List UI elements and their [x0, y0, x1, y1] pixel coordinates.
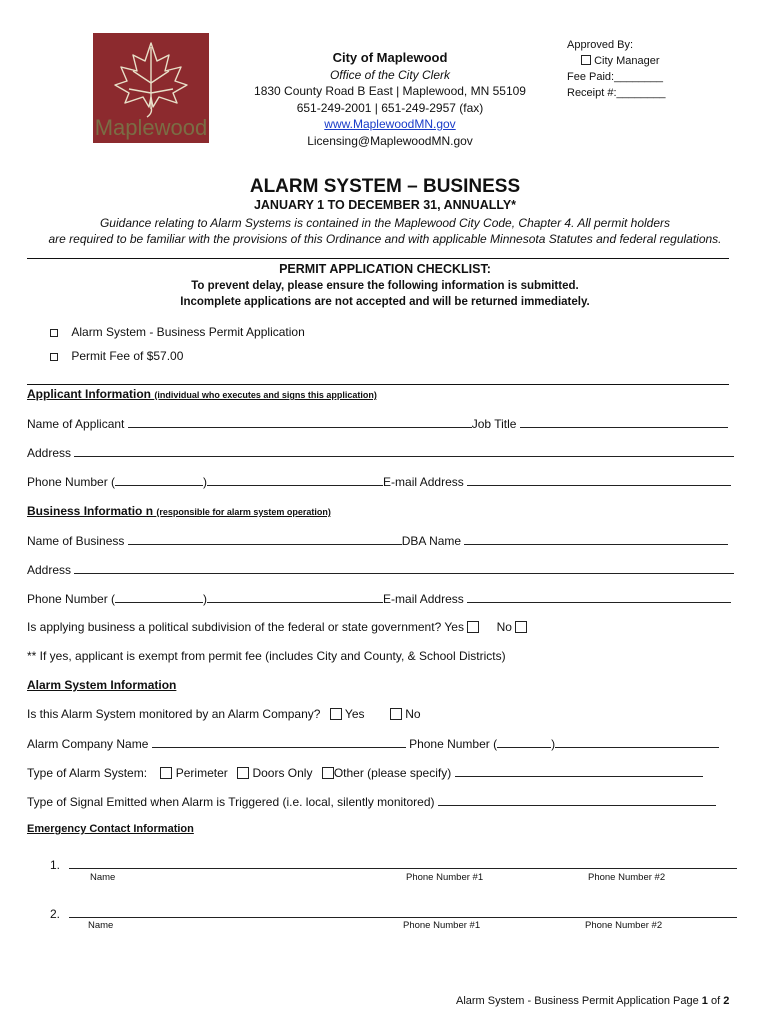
guidance-text: [20, 215, 750, 247]
alarm-section-heading: Alarm System Information: [27, 678, 177, 692]
alarm-company-field[interactable]: [152, 736, 406, 748]
business-email-label: E-mail Address: [383, 592, 464, 606]
logo-wordmark: Maplewood: [94, 115, 208, 140]
monitored-row: [27, 707, 421, 721]
footer-total: 2: [723, 995, 730, 1007]
monitored-yes-checkbox[interactable]: [330, 708, 342, 720]
doors-only-label: Doors Only: [252, 766, 313, 780]
perimeter-label: Perimeter: [175, 766, 228, 780]
exempt-note: ** If yes, applicant is exempt from permit fee (includes City and County, & School Districts): [27, 649, 506, 663]
guidance-line-1: Guidance relating to Alarm Systems is contained in the Maplewood City Code, Chapter 4. All permit holders: [99, 216, 671, 230]
business-phone-field[interactable]: [207, 591, 383, 603]
political-no-label: No: [496, 620, 512, 634]
office-header: [240, 50, 540, 149]
signal-type-question: Type of Signal Emitted when Alarm is Triggered (i.e. local, silently monitored): [27, 795, 435, 809]
business-email-field[interactable]: [467, 591, 731, 603]
business-section-heading: [27, 504, 331, 518]
perimeter-checkbox[interactable]: [160, 767, 172, 779]
applicant-name-field[interactable]: [128, 416, 472, 428]
website-link[interactable]: www.MaplewoodMN.gov: [324, 117, 456, 131]
business-area-code-field[interactable]: [115, 591, 203, 603]
guidance-line-2: are required to be familiar with the provisions of this Ordinance and with applicable Minnesota Statutes and federal regulations.: [48, 232, 722, 246]
footer-text: Alarm System - Business Permit Application Page: [456, 995, 702, 1007]
emergency-row-number: 2.: [50, 907, 61, 921]
political-no-checkbox[interactable]: [515, 621, 527, 633]
business-heading-note: (responsible for alarm system operation): [156, 507, 331, 517]
monitored-no-label: No: [405, 707, 421, 721]
office-email: Licensing@MaplewoodMN.gov: [307, 133, 473, 148]
emergency-row-2: [50, 906, 737, 921]
dba-label: DBA Name: [401, 534, 462, 548]
signal-type-field[interactable]: [438, 794, 716, 806]
checklist-item-label: Alarm System - Business Permit Application: [71, 325, 305, 339]
emergency-contact-2-field[interactable]: [69, 906, 737, 918]
business-name-field[interactable]: [128, 533, 402, 545]
checklist-item: [50, 325, 305, 339]
business-name-row: [27, 533, 728, 548]
applicant-email-field[interactable]: [467, 474, 731, 486]
monitored-no-checkbox[interactable]: [390, 708, 402, 720]
applicant-email-label: E-mail Address: [383, 475, 464, 489]
applicant-phone-field[interactable]: [207, 474, 383, 486]
job-title-label: Job Title: [471, 417, 517, 431]
dba-field[interactable]: [464, 533, 728, 545]
applicant-phone-label: Phone Number (: [27, 475, 116, 489]
city-manager-checkbox[interactable]: [581, 55, 591, 65]
page-subtitle: JANUARY 1 TO DECEMBER 31, ANNUALLY*: [253, 198, 517, 212]
divider: [27, 258, 729, 259]
checklist-item-label: Permit Fee of $57.00: [71, 349, 184, 363]
applicant-area-code-field[interactable]: [115, 474, 203, 486]
fee-paid-field[interactable]: Fee Paid:________: [567, 71, 664, 83]
receipt-field[interactable]: Receipt #:________: [567, 87, 666, 99]
emergency-2-phone1-caption: Phone Number #1: [403, 920, 481, 931]
emergency-2-phone2-caption: Phone Number #2: [585, 920, 663, 931]
applicant-heading-text: Applicant Information: [27, 387, 151, 401]
emergency-1-phone2-caption: Phone Number #2: [588, 872, 666, 883]
checklist-item: [50, 349, 183, 363]
political-yes-checkbox[interactable]: [467, 621, 479, 633]
footer-of: of: [707, 995, 724, 1007]
business-address-row: [27, 562, 734, 577]
monitored-yes-label: Yes: [344, 707, 365, 721]
city-name: City of Maplewood: [332, 50, 448, 65]
signal-type-row: [27, 794, 716, 809]
applicant-name-label: Name of Applicant: [27, 417, 125, 431]
applicant-section-heading: [27, 387, 377, 401]
checklist-line-2: Incomplete applications are not accepted and will be returned immediately.: [180, 296, 590, 308]
other-type-field[interactable]: [455, 765, 703, 777]
checklist-checkbox[interactable]: [50, 353, 58, 361]
emergency-1-name-caption: Name: [90, 872, 116, 883]
checklist-line-1: To prevent delay, please ensure the following information is submitted.: [191, 280, 579, 292]
alarm-company-label: Alarm Company Name: [27, 737, 149, 751]
applicant-contact-row: Phone Number ( ) E-mail Address: [27, 474, 731, 489]
business-name-label: Name of Business: [27, 534, 125, 548]
emergency-contact-1-field[interactable]: [69, 857, 737, 869]
business-address-field[interactable]: [74, 562, 734, 574]
alarm-company-row: Alarm Company Name Phone Number ( ): [27, 736, 719, 751]
political-subdivision-row: [27, 620, 527, 634]
footer-page: 1: [701, 995, 708, 1007]
business-heading-text: Business Informatio n: [27, 504, 154, 518]
checklist-heading: PERMIT APPLICATION CHECKLIST:: [279, 262, 491, 276]
emergency-section-heading: Emergency Contact Information: [27, 823, 194, 835]
alarm-company-phone-field[interactable]: [555, 736, 719, 748]
applicant-heading-note: (individual who executes and signs this application): [154, 390, 377, 400]
monitored-question: Is this Alarm System monitored by an Alarm Company?: [27, 707, 321, 721]
approval-block: [567, 37, 665, 101]
checklist-checkbox[interactable]: [50, 329, 58, 337]
emergency-row-number: 1.: [50, 858, 61, 872]
office-address: 1830 County Road B East | Maplewood, MN 55109: [254, 84, 526, 98]
business-phone-label: Phone Number (: [27, 592, 116, 606]
applicant-address-row: [27, 445, 734, 460]
emergency-row-1: [50, 857, 737, 872]
alarm-type-row: [27, 765, 703, 780]
office-phones: 651-249-2001 | 651-249-2957 (fax): [296, 100, 484, 115]
alarm-company-phone-label: Phone Number (: [409, 737, 498, 751]
applicant-address-label: Address: [27, 446, 72, 460]
applicant-name-row: [27, 416, 728, 431]
political-yes-label: Yes: [444, 620, 464, 634]
applicant-address-field[interactable]: [74, 445, 734, 457]
doors-only-checkbox[interactable]: [237, 767, 249, 779]
alarm-type-label: Type of Alarm System:: [27, 766, 148, 780]
city-manager-label: City Manager: [594, 55, 660, 67]
other-type-checkbox[interactable]: [322, 767, 334, 779]
approved-by-label: Approved By:: [567, 39, 634, 51]
office-name: Office of the City Clerk: [329, 67, 451, 82]
political-question: Is applying business a political subdivision of the federal or state government?: [27, 620, 442, 634]
page-footer: [456, 995, 729, 1007]
job-title-field[interactable]: [520, 416, 728, 428]
alarm-company-area-code-field[interactable]: [497, 736, 551, 748]
emergency-1-phone1-caption: Phone Number #1: [406, 872, 484, 883]
emergency-2-name-caption: Name: [88, 920, 114, 931]
checklist-instructions: [0, 278, 770, 310]
other-type-label: Other (please specify): [333, 766, 452, 780]
page-title: ALARM SYSTEM – BUSINESS: [249, 176, 521, 197]
business-contact-row: Phone Number ( ) E-mail Address: [27, 591, 731, 606]
business-address-label: Address: [27, 563, 72, 577]
divider: [27, 384, 729, 385]
